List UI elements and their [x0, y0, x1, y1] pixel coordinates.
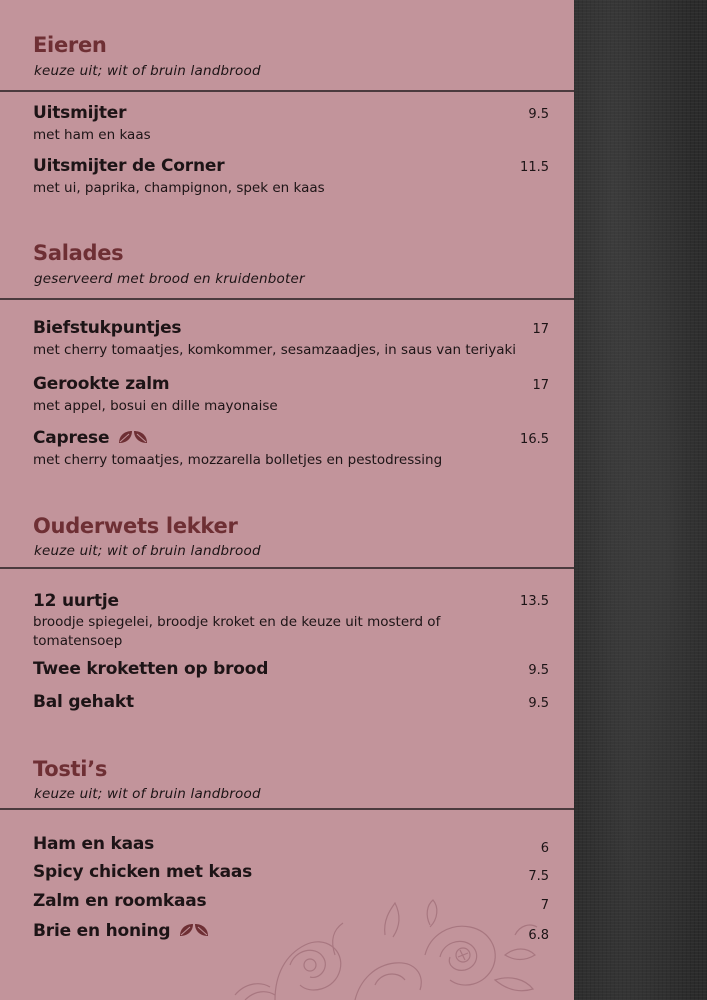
item-price: 13.5 — [520, 594, 549, 609]
item-description: met ui, paprika, champignon, spek en kaas — [33, 180, 325, 196]
vegetarian-leaf-icon — [117, 429, 149, 445]
item-description: met appel, bosui en dille mayonaise — [33, 398, 278, 414]
item-name: Biefstukpuntjes — [33, 318, 182, 338]
item-description: met cherry tomaatjes, komkommer, sesamzaadjes, in saus van teriyaki — [33, 342, 517, 358]
section-subtitle-salades: geserveerd met brood en kruidenboter — [34, 271, 305, 287]
item-name-row — [33, 921, 210, 941]
section-title-salades: Salades — [33, 241, 124, 265]
section-title-tostis: Tosti’s — [33, 757, 108, 781]
item-name: Gerookte zalm — [33, 374, 170, 394]
item-price: 16.5 — [520, 432, 549, 447]
item-name: Bal gehakt — [33, 692, 134, 712]
item-price: 17 — [532, 322, 549, 337]
item-price: 6 — [540, 841, 549, 856]
section-divider — [0, 567, 574, 569]
slate-texture-panel — [574, 0, 707, 1000]
section-divider — [0, 298, 574, 300]
section-divider — [0, 90, 574, 92]
item-price: 9.5 — [528, 107, 549, 122]
item-price: 7 — [540, 898, 549, 913]
section-subtitle-ouderwets-lekker: keuze uit; wit of bruin landbrood — [34, 543, 261, 559]
item-description: met ham en kaas — [33, 127, 151, 143]
item-name: Brie en honing — [33, 921, 171, 941]
item-price: 9.5 — [528, 696, 549, 711]
item-price: 6.8 — [528, 928, 549, 943]
section-title-eieren: Eieren — [33, 33, 107, 57]
item-name: Uitsmijter — [33, 103, 127, 123]
item-name: Caprese — [33, 428, 110, 448]
item-name-row — [33, 428, 149, 448]
item-price: 7.5 — [528, 869, 549, 884]
section-subtitle-tostis: keuze uit; wit of bruin landbrood — [34, 786, 261, 802]
item-name: Zalm en roomkaas — [33, 891, 207, 911]
item-name: Uitsmijter de Corner — [33, 156, 225, 176]
item-description: met cherry tomaatjes, mozzarella bolletjes en pestodressing — [33, 452, 443, 468]
vegetarian-leaf-icon — [178, 922, 210, 938]
item-name: Spicy chicken met kaas — [33, 862, 253, 882]
item-price: 17 — [532, 378, 549, 393]
item-price: 11.5 — [520, 160, 549, 175]
section-subtitle-eieren: keuze uit; wit of bruin landbrood — [34, 63, 261, 79]
item-description: broodje spiegelei, broodje kroket en de keuze uit mosterd of tomatensoep — [33, 614, 441, 649]
item-name: Twee kroketten op brood — [33, 659, 269, 679]
section-title-ouderwets-lekker: Ouderwets lekker — [33, 514, 238, 538]
item-name: Ham en kaas — [33, 834, 155, 854]
item-price: 9.5 — [528, 663, 549, 678]
floral-decoration — [215, 895, 545, 1000]
item-name: 12 uurtje — [33, 591, 119, 611]
section-divider — [0, 808, 574, 810]
